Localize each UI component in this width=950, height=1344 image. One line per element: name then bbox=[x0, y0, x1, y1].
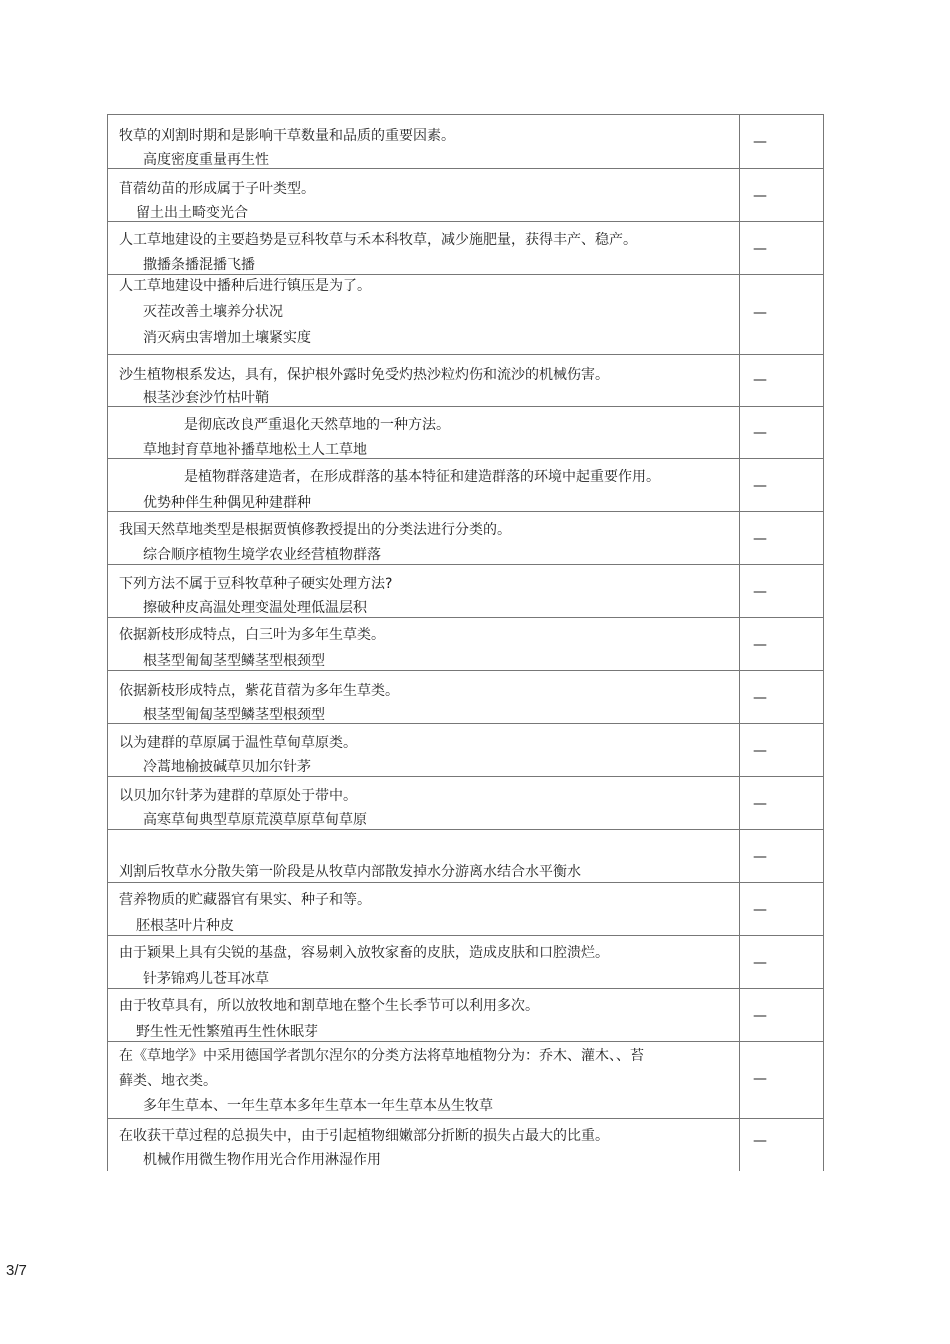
answer-blank: — bbox=[753, 478, 767, 494]
question-row bbox=[108, 275, 824, 355]
question-options: 根茎型匍匐茎型鳞茎型根颈型 bbox=[143, 707, 325, 723]
question-options: 针茅锦鸡儿苍耳冰草 bbox=[143, 971, 269, 987]
question-row bbox=[108, 777, 824, 830]
answer-blank: — bbox=[753, 955, 767, 971]
question-options: 灭茬改善土壤养分状况 bbox=[143, 304, 283, 320]
question-options: 高度密度重量再生性 bbox=[143, 152, 269, 168]
question-table bbox=[107, 114, 824, 1171]
answer-blank: — bbox=[753, 584, 767, 600]
answer-blank: — bbox=[753, 796, 767, 812]
question-options: 综合顺序植物生境学农业经营植物群落 bbox=[143, 547, 381, 563]
question-row bbox=[108, 407, 824, 459]
question-row bbox=[108, 512, 824, 565]
answer-blank: — bbox=[753, 690, 767, 706]
question-stem: 以贝加尔针茅为建群的草原处于带中。 bbox=[119, 788, 357, 804]
question-row bbox=[108, 989, 824, 1042]
question-stem: 下列方法不属于豆科牧草种子硬实处理方法? bbox=[119, 576, 393, 592]
question-row bbox=[108, 830, 824, 883]
answer-blank: — bbox=[753, 743, 767, 759]
answer-blank: — bbox=[753, 902, 767, 918]
question-options: 野生性无性繁殖再生性休眠芽 bbox=[136, 1024, 318, 1040]
question-options: 冷蒿地榆披碱草贝加尔针茅 bbox=[143, 759, 311, 775]
question-options: 优势种伴生种偶见种建群种 bbox=[143, 495, 311, 511]
question-options: 草地封育草地补播草地松土人工草地 bbox=[143, 442, 367, 458]
question-row bbox=[108, 565, 824, 618]
answer-blank: — bbox=[753, 241, 767, 257]
answer-blank: — bbox=[753, 425, 767, 441]
question-stem: 人工草地建设的主要趋势是豆科牧草与禾本科牧草，减少施肥量，获得丰产、稳产。 bbox=[119, 232, 637, 248]
question-stem: 沙生植物根系发达，具有，保护根外露时免受灼热沙粒灼伤和流沙的机械伤害。 bbox=[119, 367, 609, 383]
question-stem: 营养物质的贮藏器官有果实、种子和等。 bbox=[119, 892, 371, 908]
answer-blank: — bbox=[753, 188, 767, 204]
question-options: 机械作用微生物作用光合作用淋湿作用 bbox=[143, 1152, 381, 1168]
question-options: 多年生草本、一年生草本多年生草本一年生草本丛生牧草 bbox=[143, 1098, 493, 1114]
question-row bbox=[108, 1042, 824, 1119]
question-stem: 由于颖果上具有尖锐的基盘，容易刺入放牧家畜的皮肤，造成皮肤和口腔溃烂。 bbox=[119, 945, 609, 961]
answer-blank: — bbox=[753, 531, 767, 547]
question-stem: 依据新枝形成特点，紫花苜蓿为多年生草类。 bbox=[119, 683, 399, 699]
question-row bbox=[108, 1119, 824, 1172]
question-stem-continued: 藓类、地衣类。 bbox=[119, 1073, 217, 1089]
question-options: 擦破种皮高温处理变温处理低温层积 bbox=[143, 600, 367, 616]
question-row bbox=[108, 671, 824, 724]
question-options: 消灭病虫害增加土壤紧实度 bbox=[143, 330, 311, 346]
question-row bbox=[108, 936, 824, 989]
question-options: 高寒草甸典型草原荒漠草原草甸草原 bbox=[143, 812, 367, 828]
question-stem: 我国天然草地类型是根据贾慎修教授提出的分类法进行分类的。 bbox=[119, 522, 511, 538]
page-number: 3/7 bbox=[6, 1262, 27, 1279]
question-stem: 在收获干草过程的总损失中，由于引起植物细嫩部分折断的损失占最大的比重。 bbox=[119, 1128, 609, 1144]
answer-blank: — bbox=[753, 849, 767, 865]
question-row bbox=[108, 883, 824, 936]
question-options: 胚根茎叶片种皮 bbox=[136, 918, 234, 934]
question-stem: 以为建群的草原属于温性草甸草原类。 bbox=[119, 735, 357, 751]
question-options: 留土出土畸变光合 bbox=[136, 205, 248, 221]
question-row bbox=[108, 618, 824, 671]
question-stem: 刈割后牧草水分散失第一阶段是从牧草内部散发掉水分游离水结合水平衡水 bbox=[119, 864, 581, 880]
question-stem: 依据新枝形成特点，白三叶为多年生草类。 bbox=[119, 627, 385, 643]
question-stem: 是植物群落建造者，在形成群落的基本特征和建造群落的环境中起重要作用。 bbox=[184, 469, 660, 485]
answer-blank: — bbox=[753, 1133, 767, 1149]
question-stem: 苜蓿幼苗的形成属于子叶类型。 bbox=[119, 181, 315, 197]
answer-blank: — bbox=[753, 1008, 767, 1024]
question-options: 撒播条播混播飞播 bbox=[143, 257, 255, 273]
question-options: 根茎型匍匐茎型鳞茎型根颈型 bbox=[143, 653, 325, 669]
question-stem: 人工草地建设中播种后进行镇压是为了。 bbox=[119, 278, 371, 294]
answer-blank: — bbox=[753, 305, 767, 321]
answer-blank: — bbox=[753, 637, 767, 653]
answer-blank: — bbox=[753, 372, 767, 388]
question-options: 根茎沙套沙竹枯叶鞘 bbox=[143, 390, 269, 406]
question-stem: 牧草的刈割时期和是影响干草数量和品质的重要因素。 bbox=[119, 128, 455, 144]
answer-blank: — bbox=[753, 134, 767, 150]
question-row bbox=[108, 169, 824, 222]
question-stem: 由于牧草具有，所以放牧地和割草地在整个生长季节可以利用多次。 bbox=[119, 998, 539, 1014]
question-stem: 是彻底改良严重退化天然草地的一种方法。 bbox=[184, 417, 450, 433]
question-row bbox=[108, 222, 824, 275]
answer-blank: — bbox=[753, 1071, 767, 1087]
question-row bbox=[108, 355, 824, 407]
question-stem: 在《草地学》中采用德国学者凯尔涅尔的分类方法将草地植物分为：乔木、灌木、、苔 bbox=[119, 1048, 644, 1064]
question-row bbox=[108, 459, 824, 512]
question-row bbox=[108, 115, 824, 169]
question-row bbox=[108, 724, 824, 777]
